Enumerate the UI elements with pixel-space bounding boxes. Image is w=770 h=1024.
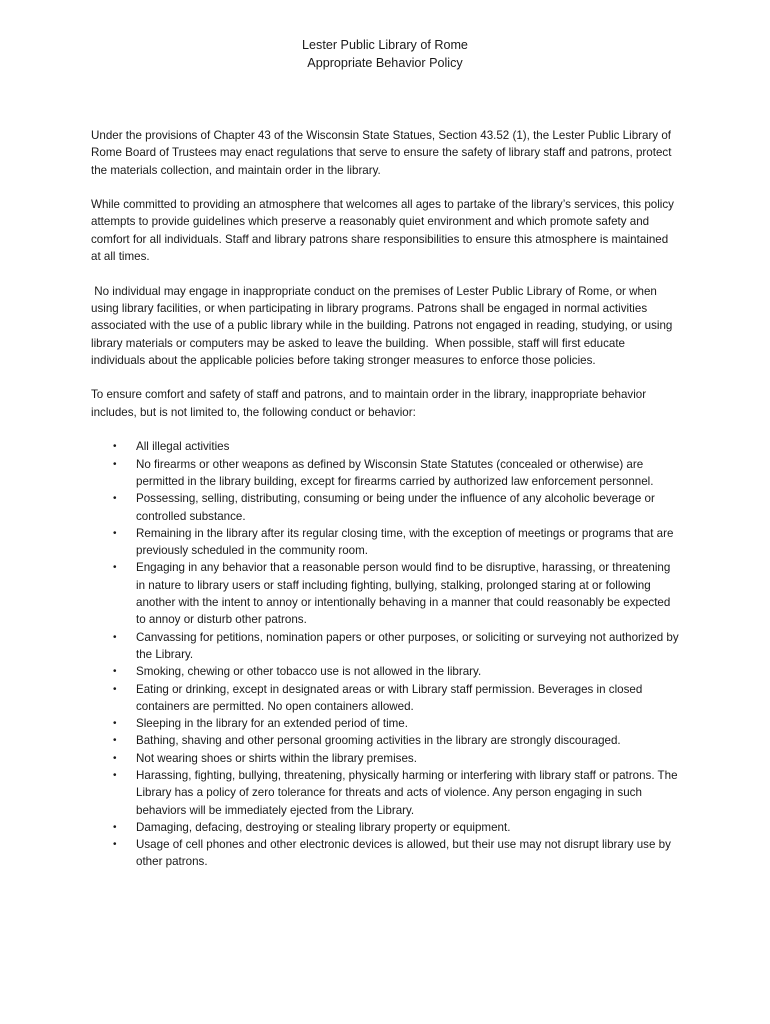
behavior-rules-list [91, 438, 681, 870]
list-item-text: No firearms or other weapons as defined by Wisconsin State Statutes (concealed or otherwise) are permitted in the library building, except for firearms carried by authorized law enforcement personnel. [136, 457, 654, 488]
bullet-icon: • [113, 666, 117, 678]
list-item [91, 525, 681, 560]
list-item-text: Damaging, defacing, destroying or stealing library property or equipment. [136, 820, 511, 834]
paragraph-atmosphere: While committed to providing an atmosphere that welcomes all ages to partake of the library’s services, this policy attempts to provide guidelines which preserve a reasonably quiet environment and which promote safety and comfort for all individuals. Staff and library patrons share responsibilities to ensure this atmosphere is maintained at all times. [91, 198, 674, 264]
list-item [91, 715, 681, 732]
bullet-icon: • [113, 683, 117, 695]
list-item [91, 836, 681, 871]
list-item-text: Bathing, shaving and other personal grooming activities in the library are strongly discouraged. [136, 734, 621, 748]
list-item [91, 767, 681, 819]
library-name-title: Lester Public Library of Rome [302, 38, 468, 52]
list-item-text: Usage of cell phones and other electronic devices is allowed, but their use may not disrupt library use by other patrons. [136, 838, 671, 869]
paragraph-statute: Under the provisions of Chapter 43 of the Wisconsin State Statues, Section 43.52 (1), the Lester Public Library of Rome Board of Trustees may enact regulations that serve to ensure the safety of library staff and patrons, protect the materials collection, and maintain order in the library. [91, 129, 672, 177]
bullet-icon: • [113, 493, 117, 505]
list-item [91, 663, 681, 680]
list-item [91, 819, 681, 836]
list-item [91, 732, 681, 749]
list-item [91, 559, 681, 628]
bullet-icon: • [113, 735, 117, 747]
bullet-icon: • [113, 441, 117, 453]
list-item-text: Sleeping in the library for an extended period of time. [136, 717, 408, 731]
list-item-text: Possessing, selling, distributing, consuming or being under the influence of any alcoholic beverage or controlled substance. [136, 492, 655, 523]
bullet-icon: • [113, 527, 117, 539]
list-item-text: Harassing, fighting, bullying, threatening, physically harming or interfering with library staff or patrons. The Library has a policy of zero tolerance for threats and acts of violence. Any person engaging in such behaviors will be immediately ejected from the Library. [136, 768, 678, 817]
list-item [91, 490, 681, 525]
list-item-text: Eating or drinking, except in designated areas or with Library staff permission. Beverages in closed containers are permitted. No open containers allowed. [136, 682, 643, 713]
bullet-icon: • [113, 458, 117, 470]
list-item-text: Canvassing for petitions, nomination papers or other purposes, or soliciting or surveying not authorized by the Library. [136, 630, 679, 661]
list-item-text: Engaging in any behavior that a reasonable person would find to be disruptive, harassing, or threatening in nature to library users or staff including fighting, bullying, stalking, prolonged staring at or following another with the intent to annoy or intentionally behaving in a manner that could reasonably be expected to annoy or disturb other patrons. [136, 561, 671, 627]
document-header [0, 36, 770, 72]
list-item [91, 438, 681, 455]
paragraph-intro-list: To ensure comfort and safety of staff and patrons, and to maintain order in the library, inappropriate behavior includes, but is not limited to, the following conduct or behavior: [91, 388, 647, 419]
list-item-text: All illegal activities [136, 440, 230, 454]
list-item-text: Remaining in the library after its regular closing time, with the exception of meetings or programs that are previously scheduled in the community room. [136, 526, 674, 558]
bullet-icon: • [113, 718, 117, 730]
list-item [91, 629, 681, 664]
bullet-icon: • [113, 562, 117, 574]
list-item [91, 681, 681, 716]
document-body [91, 127, 681, 871]
bullet-icon: • [113, 752, 117, 764]
list-item [91, 456, 681, 491]
policy-title: Appropriate Behavior Policy [307, 56, 463, 70]
bullet-icon: • [113, 821, 117, 833]
paragraph-conduct: No individual may engage in inappropriate conduct on the premises of Lester Public Library of Rome, or when using library facilities, or when participating in library programs. Patrons shall be engaged in normal activities associated with the use of a public library while in the building. Patrons not engaged in reading, studying, or using library materials or computers may be asked to leave the building. When possible, staff will first educate individuals about the applicable policies before taking stronger measures to enforce those policies. [91, 284, 676, 367]
list-item [91, 750, 681, 767]
bullet-icon: • [113, 631, 117, 643]
bullet-icon: • [113, 839, 117, 851]
list-item-text: Smoking, chewing or other tobacco use is not allowed in the library. [136, 665, 482, 679]
bullet-icon: • [113, 769, 117, 781]
list-item-text: Not wearing shoes or shirts within the library premises. [136, 751, 417, 765]
